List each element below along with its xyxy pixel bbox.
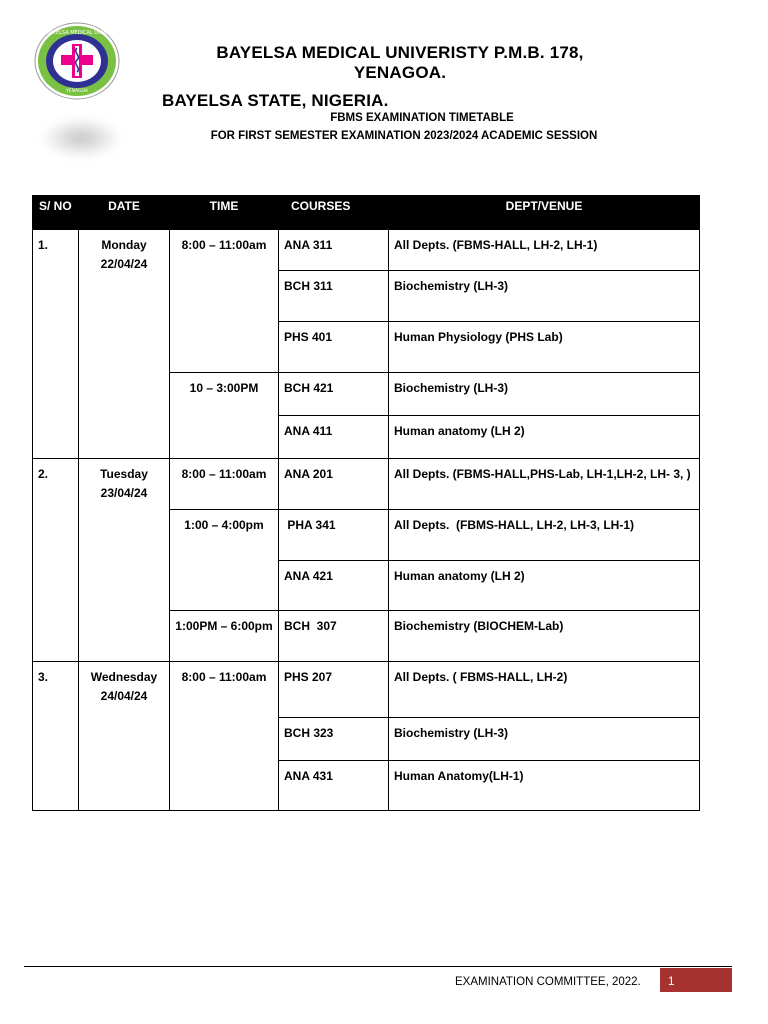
- time-cell: 8:00 – 11:00am: [170, 662, 279, 811]
- timetable-title: FBMS EXAMINATION TIMETABLE: [330, 112, 514, 124]
- course-code: ANA 421: [279, 561, 389, 611]
- date-value: 22/04/24: [100, 257, 148, 271]
- state-line: BAYELSA STATE, NIGERIA.: [162, 91, 389, 110]
- university-name: BAYELSA MEDICAL UNIVERISTY P.M.B. 178, YENAGOA.: [216, 43, 584, 82]
- column-header-courses: COURSES: [279, 196, 389, 230]
- course-code: PHA 341: [279, 510, 389, 561]
- venue: Biochemistry (LH-3): [389, 373, 700, 416]
- column-header-sno: S/ NO: [33, 196, 79, 230]
- serial-number: 2.: [33, 459, 79, 662]
- svg-text:BAYELSA MEDICAL UNIV.: BAYELSA MEDICAL UNIV.: [46, 30, 108, 36]
- course-code: BCH 421: [279, 373, 389, 416]
- course-code: PHS 207: [279, 662, 389, 718]
- page-number-badge: [660, 968, 732, 992]
- course-code: PHS 401: [279, 322, 389, 373]
- course-code: ANA 431: [279, 761, 389, 811]
- day-name: Wednesday: [90, 670, 158, 684]
- date-cell: [79, 662, 170, 811]
- table-row: [33, 662, 700, 718]
- session-title: FOR FIRST SEMESTER EXAMINATION 2023/2024 ACADEMIC SESSION: [210, 130, 598, 142]
- course-code: BCH 311: [279, 271, 389, 322]
- venue: Biochemistry (LH-3): [389, 718, 700, 761]
- table-row: [33, 230, 700, 271]
- venue: All Depts. (FBMS-HALL,PHS-Lab, LH-1,LH-2, LH- 3, ): [389, 459, 700, 510]
- time-cell: 1:00 – 4:00pm: [170, 510, 279, 611]
- venue: Biochemistry (LH-3): [389, 271, 700, 322]
- venue: Biochemistry (BIOCHEM-Lab): [389, 611, 700, 662]
- time-cell: 10 – 3:00PM: [170, 373, 279, 459]
- column-header-time: TIME: [170, 196, 279, 230]
- course-code: ANA 411: [279, 416, 389, 459]
- time-cell: 1:00PM – 6:00pm: [170, 611, 279, 662]
- course-code: BCH 307: [279, 611, 389, 662]
- serial-number: 1.: [33, 230, 79, 459]
- venue: Human Physiology (PHS Lab): [389, 322, 700, 373]
- date-value: 23/04/24: [100, 486, 148, 500]
- date-cell: [79, 459, 170, 662]
- course-code: ANA 201: [279, 459, 389, 510]
- column-header-venue: DEPT/VENUE: [389, 196, 700, 230]
- venue: Human anatomy (LH 2): [389, 416, 700, 459]
- course-code: ANA 311: [279, 230, 389, 271]
- column-header-date: DATE: [79, 196, 170, 230]
- venue: All Depts. ( FBMS-HALL, LH-2): [389, 662, 700, 718]
- page-number: 1: [668, 976, 675, 988]
- university-crest-icon: [34, 22, 120, 100]
- venue: Human anatomy (LH 2): [389, 561, 700, 611]
- venue: Human Anatomy(LH-1): [389, 761, 700, 811]
- date-value: 24/04/24: [100, 689, 148, 703]
- venue: All Depts. (FBMS-HALL, LH-2, LH-3, LH-1): [389, 510, 700, 561]
- course-code: BCH 323: [279, 718, 389, 761]
- table-header-row: [33, 196, 700, 230]
- date-cell: [79, 230, 170, 459]
- venue: All Depts. (FBMS-HALL, LH-2, LH-1): [389, 230, 700, 271]
- footer-divider: [24, 966, 732, 967]
- day-name: Tuesday: [100, 467, 148, 481]
- footer-committee: EXAMINATION COMMITTEE, 2022.: [455, 976, 641, 988]
- serial-number: 3.: [33, 662, 79, 811]
- exam-timetable: [32, 195, 700, 811]
- svg-text:YENAGOA: YENAGOA: [66, 89, 88, 94]
- day-name: Monday: [101, 238, 147, 252]
- time-cell: 8:00 – 11:00am: [170, 459, 279, 510]
- table-row: [33, 459, 700, 510]
- time-cell: 8:00 – 11:00am: [170, 230, 279, 373]
